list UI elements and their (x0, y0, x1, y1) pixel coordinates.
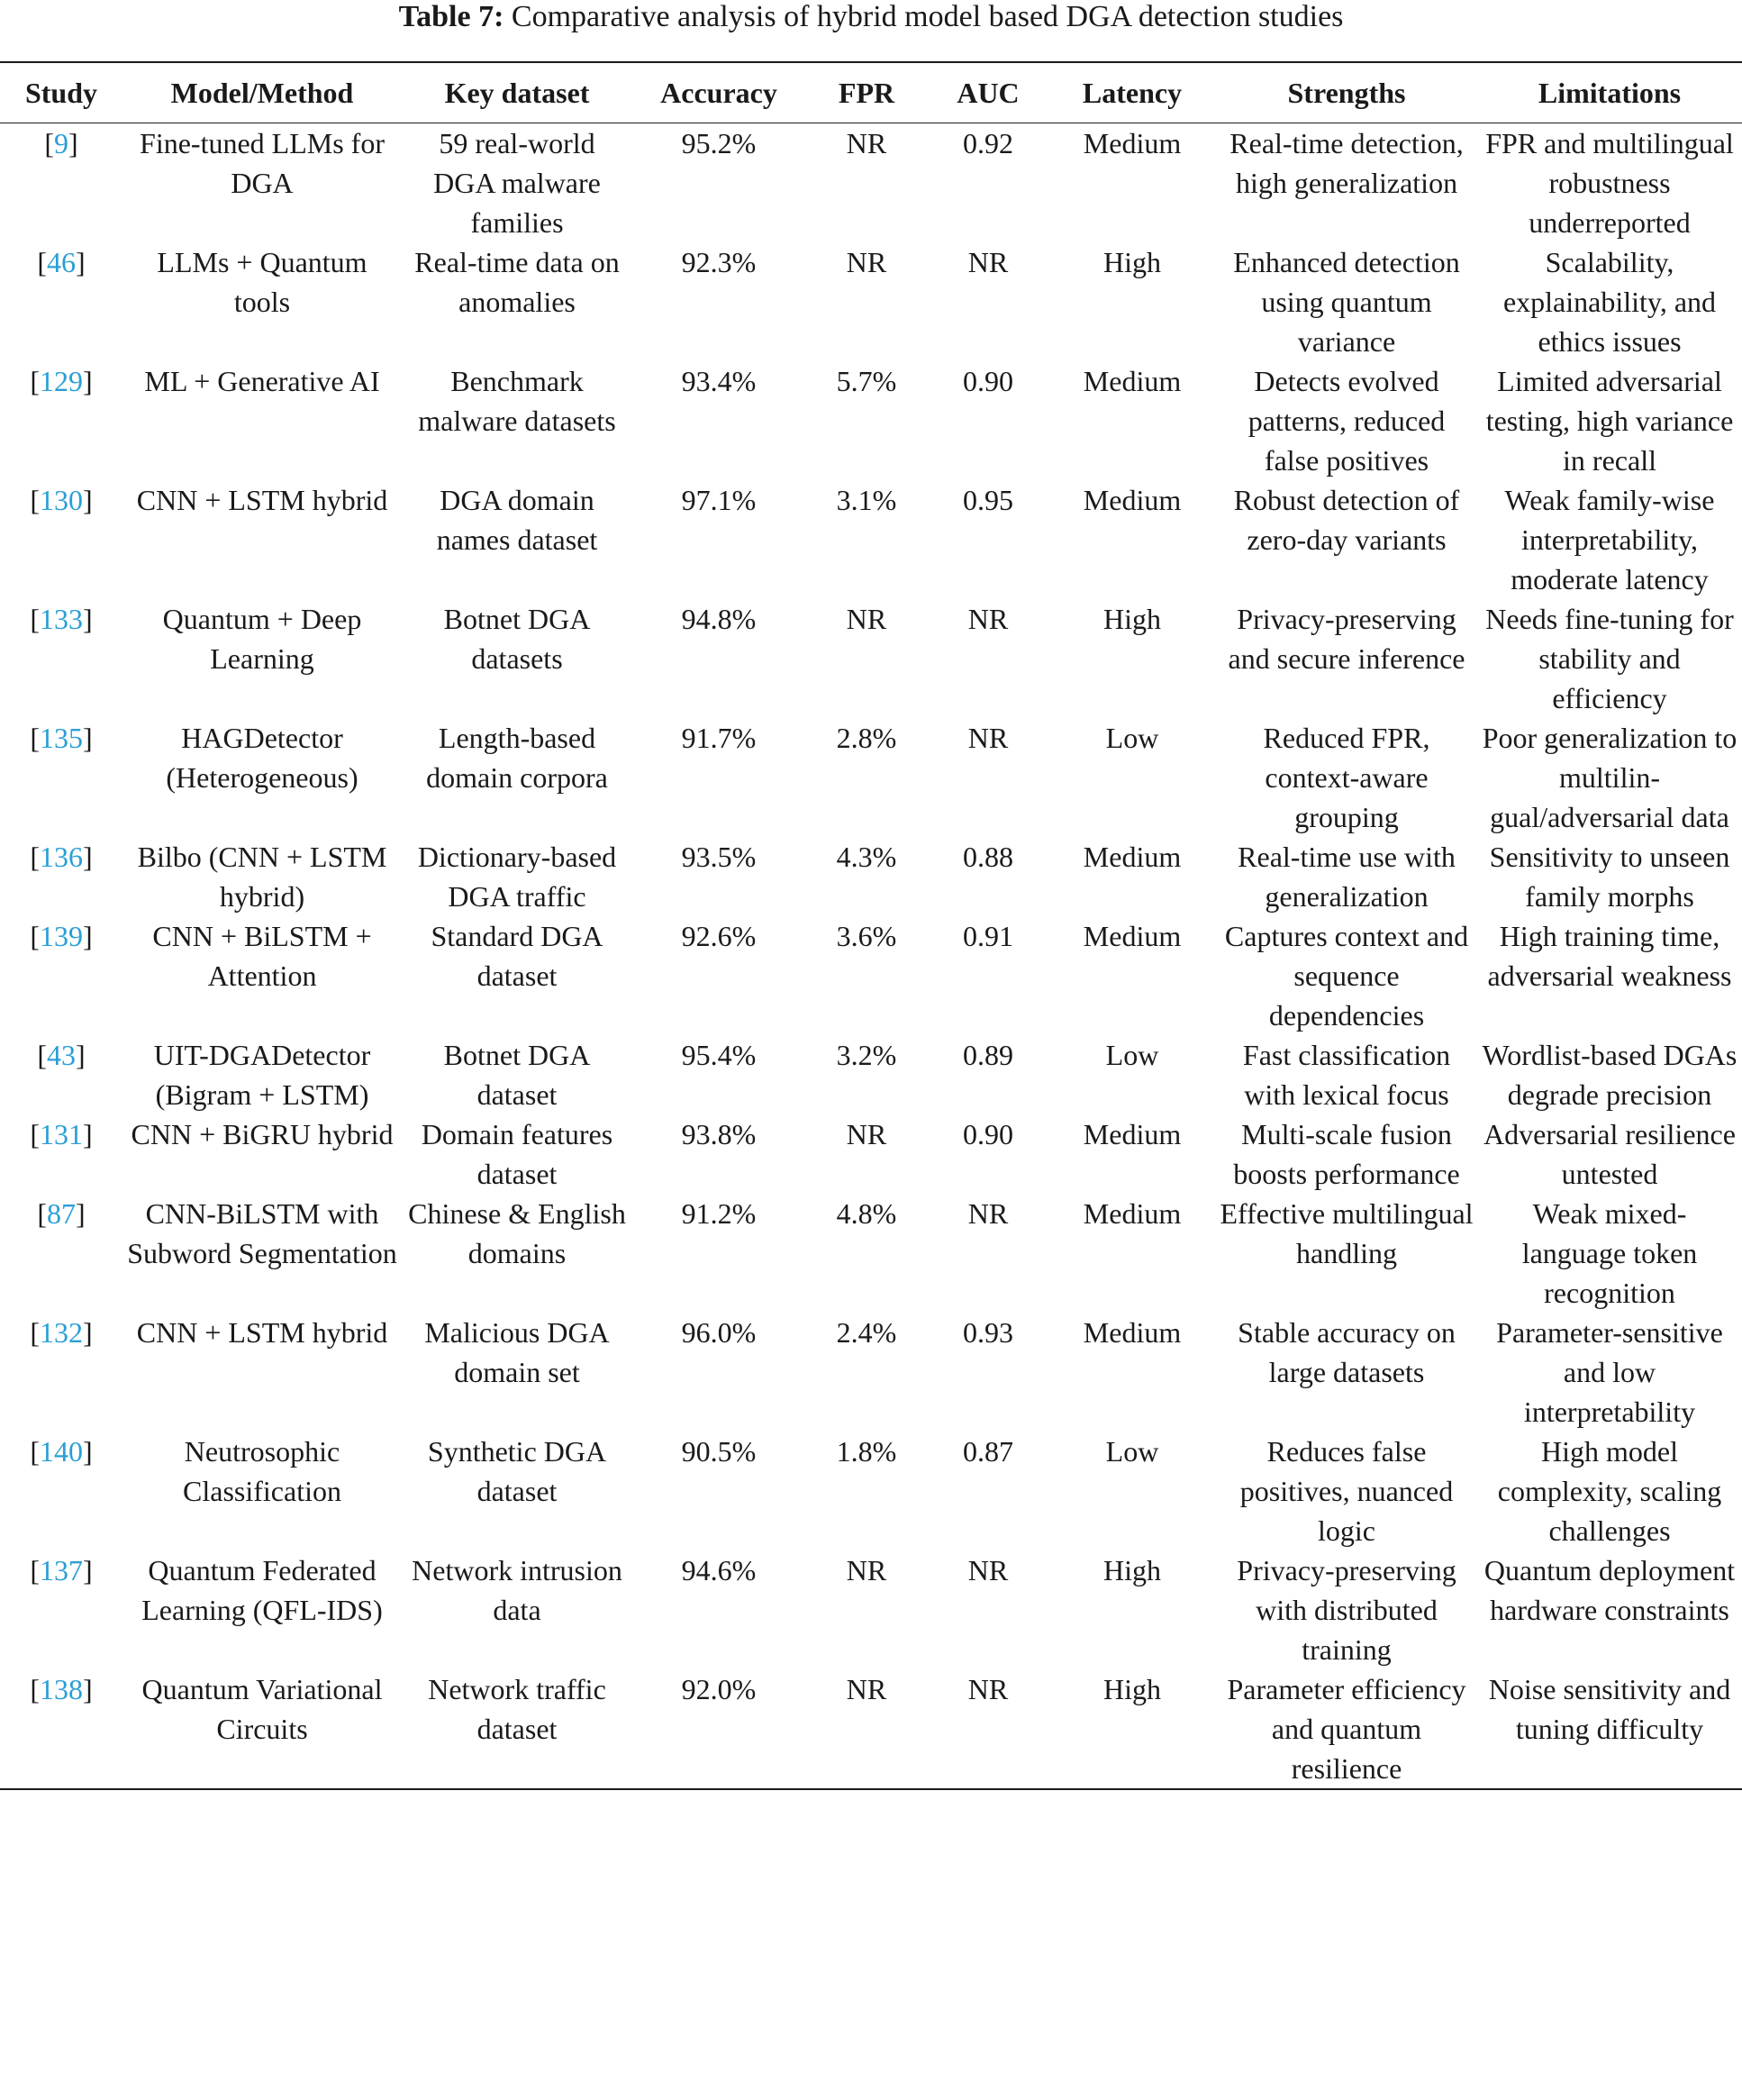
table-row (0, 916, 1742, 1035)
limitations-cell: Noise sensitivity and tuning difficulty (1488, 1673, 1731, 1745)
table-row (0, 837, 1742, 916)
strengths-cell: Detects evolved patterns, reduced false positives (1248, 365, 1446, 477)
latency-cell: High (1103, 246, 1161, 278)
latency-cell: Medium (1083, 920, 1182, 952)
limitations-cell: Poor generalization to multilin-gual/adversarial data (1482, 722, 1737, 833)
model-cell: ML + Generative AI (144, 365, 380, 397)
model-cell: LLMs + Quantum tools (157, 246, 367, 318)
table-row (0, 1114, 1742, 1194)
study-cell: [87] (37, 1197, 86, 1230)
study-cell: [138] (30, 1673, 93, 1705)
dataset-cell: Synthetic DGA dataset (427, 1435, 607, 1507)
table-row (0, 599, 1742, 718)
header-accuracy: Accuracy (632, 62, 805, 123)
study-cell: [132] (30, 1316, 93, 1349)
limitations-cell: Weak mixed-language token recognition (1521, 1197, 1698, 1309)
strengths-cell: Fast classification with lexical focus (1242, 1039, 1451, 1111)
table-body (0, 123, 1742, 1790)
model-cell: UIT-DGADetector (Bigram + LSTM) (153, 1039, 371, 1111)
study-cell: [133] (30, 603, 93, 635)
strengths-cell: Stable accuracy on large datasets (1238, 1316, 1456, 1388)
table-row (0, 1194, 1742, 1313)
latency-cell: Medium (1083, 484, 1182, 516)
header-fpr: FPR (805, 62, 928, 123)
study-cell: [135] (30, 722, 93, 754)
dataset-cell: Benchmark malware datasets (418, 365, 616, 437)
header-limitations: Limitations (1477, 62, 1742, 123)
model-cell: Neutrosophic Classification (183, 1435, 341, 1507)
citation-link[interactable]: 136 (40, 841, 83, 873)
latency-cell: Low (1105, 1039, 1159, 1071)
study-cell: [43] (37, 1039, 86, 1071)
caption-label: Table 7: (398, 0, 504, 33)
latency-cell: Medium (1083, 1316, 1182, 1349)
table-row (0, 718, 1742, 837)
model-cell: CNN + LSTM hybrid (136, 484, 388, 516)
limitations-cell: FPR and multilingual robustness underreported (1485, 127, 1734, 239)
latency-cell: High (1103, 603, 1161, 635)
limitations-cell: Parameter-sensitive and low interpretability (1496, 1316, 1723, 1428)
fpr-cell: 5.7% (836, 365, 897, 397)
citation-link[interactable]: 87 (47, 1197, 76, 1230)
dataset-cell: Domain features dataset (421, 1118, 613, 1190)
auc-cell: 0.89 (963, 1039, 1013, 1071)
auc-cell: 0.90 (963, 365, 1013, 397)
table-row (0, 123, 1742, 243)
study-cell: [137] (30, 1554, 93, 1586)
fpr-cell: 4.8% (836, 1197, 897, 1230)
dataset-cell: 59 real-world DGA malware families (433, 127, 601, 239)
study-cell: [129] (30, 365, 93, 397)
citation-link[interactable]: 130 (40, 484, 83, 516)
header-row (0, 62, 1742, 123)
fpr-cell: 2.8% (836, 722, 897, 754)
auc-cell: NR (967, 722, 1009, 754)
dataset-cell: Botnet DGA datasets (443, 603, 591, 675)
latency-cell: High (1103, 1554, 1161, 1586)
header-dataset: Key dataset (402, 62, 632, 123)
header-auc: AUC (928, 62, 1048, 123)
fpr-cell: NR (846, 1673, 887, 1705)
citation-link[interactable]: 137 (40, 1554, 83, 1586)
model-cell: Quantum Federated Learning (QFL-IDS) (141, 1554, 383, 1626)
accuracy-cell: 92.6% (681, 920, 757, 952)
limitations-cell: Limited adversarial testing, high variance in recall (1485, 365, 1734, 477)
table-row (0, 361, 1742, 480)
fpr-cell: NR (846, 127, 887, 159)
citation-link[interactable]: 140 (40, 1435, 83, 1468)
strengths-cell: Privacy-preserving with distributed training (1237, 1554, 1456, 1666)
strengths-cell: Reduced FPR, context-aware grouping (1263, 722, 1430, 833)
citation-link[interactable]: 131 (40, 1118, 83, 1150)
fpr-cell: 4.3% (836, 841, 897, 873)
study-cell: [139] (30, 920, 93, 952)
strengths-cell: Enhanced detection using quantum variance (1233, 246, 1460, 358)
dataset-cell: Length-based domain corpora (426, 722, 608, 794)
model-cell: CNN-BiLSTM with Subword Segmentation (127, 1197, 397, 1269)
strengths-cell: Robust detection of zero-day variants (1233, 484, 1460, 556)
fpr-cell: NR (846, 246, 887, 278)
accuracy-cell: 94.6% (681, 1554, 757, 1586)
auc-cell: NR (967, 246, 1009, 278)
limitations-cell: Adversarial resilience untested (1483, 1118, 1736, 1190)
strengths-cell: Real-time detection, high generalization (1229, 127, 1464, 199)
dataset-cell: Dictionary-based DGA traffic (417, 841, 617, 913)
model-cell: Quantum + Deep Learning (162, 603, 362, 675)
model-cell: Quantum Variational Circuits (141, 1673, 383, 1745)
limitations-cell: Scalability, explainability, and ethics issues (1502, 246, 1717, 358)
accuracy-cell: 96.0% (681, 1316, 757, 1349)
auc-cell: 0.95 (963, 484, 1013, 516)
dataset-cell: Network intrusion data (412, 1554, 622, 1626)
study-cell: [9] (44, 127, 78, 159)
strengths-cell: Privacy-preserving and secure inference (1228, 603, 1465, 675)
latency-cell: High (1103, 1673, 1161, 1705)
accuracy-cell: 95.2% (681, 127, 757, 159)
latency-cell: Medium (1083, 127, 1182, 159)
accuracy-cell: 93.8% (681, 1118, 757, 1150)
strengths-cell: Effective multilingual handling (1220, 1197, 1474, 1269)
fpr-cell: 2.4% (836, 1316, 897, 1349)
auc-cell: NR (967, 1197, 1009, 1230)
dataset-cell: Botnet DGA dataset (443, 1039, 591, 1111)
accuracy-cell: 92.0% (681, 1673, 757, 1705)
limitations-cell: High model complexity, scaling challenges (1497, 1435, 1722, 1547)
study-cell: [131] (30, 1118, 93, 1150)
auc-cell: 0.91 (963, 920, 1013, 952)
model-cell: CNN + BiLSTM + Attention (152, 920, 372, 992)
limitations-cell: Weak family-wise interpretability, moderate latency (1504, 484, 1715, 595)
strengths-cell: Multi-scale fusion boosts performance (1233, 1118, 1460, 1190)
comparison-table (0, 61, 1742, 1790)
limitations-cell: High training time, adversarial weakness (1487, 920, 1732, 992)
auc-cell: 0.90 (963, 1118, 1013, 1150)
header-study: Study (0, 62, 122, 123)
strengths-cell: Real-time use with generalization (1238, 841, 1456, 913)
fpr-cell: 1.8% (836, 1435, 897, 1468)
caption-text: Comparative analysis of hybrid model based DGA detection studies (511, 0, 1344, 33)
latency-cell: Low (1105, 722, 1159, 754)
accuracy-cell: 91.2% (681, 1197, 757, 1230)
table-caption (0, 0, 1742, 36)
latency-cell: Medium (1083, 365, 1182, 397)
model-cell: Bilbo (CNN + LSTM hybrid) (137, 841, 387, 913)
table-row (0, 1035, 1742, 1114)
accuracy-cell: 92.3% (681, 246, 757, 278)
auc-cell: 0.92 (963, 127, 1013, 159)
accuracy-cell: 97.1% (681, 484, 757, 516)
table-row (0, 1432, 1742, 1550)
citation-link[interactable]: 43 (47, 1039, 76, 1071)
limitations-cell: Needs fine-tuning for stability and efficiency (1485, 603, 1734, 714)
latency-cell: Medium (1083, 1197, 1182, 1230)
strengths-cell: Parameter efficiency and quantum resilience (1227, 1673, 1466, 1785)
citation-link[interactable]: 9 (54, 127, 68, 159)
limitations-cell: Quantum deployment hardware constraints (1483, 1554, 1736, 1626)
accuracy-cell: 91.7% (681, 722, 757, 754)
accuracy-cell: 90.5% (681, 1435, 757, 1468)
header-latency: Latency (1048, 62, 1216, 123)
citation-link[interactable]: 138 (40, 1673, 83, 1705)
header-strengths: Strengths (1216, 62, 1477, 123)
limitations-cell: Wordlist-based DGAs degrade precision (1482, 1039, 1737, 1111)
fpr-cell: 3.2% (836, 1039, 897, 1071)
fpr-cell: 3.1% (836, 484, 897, 516)
table-row (0, 1669, 1742, 1789)
latency-cell: Medium (1083, 1118, 1182, 1150)
citation-link[interactable]: 139 (40, 920, 83, 952)
fpr-cell: 3.6% (836, 920, 897, 952)
citation-link[interactable]: 132 (40, 1316, 83, 1349)
citation-link[interactable]: 133 (40, 603, 83, 635)
citation-link[interactable]: 135 (40, 722, 83, 754)
strengths-cell: Reduces false positives, nuanced logic (1239, 1435, 1454, 1547)
model-cell: CNN + LSTM hybrid (136, 1316, 388, 1349)
table-row (0, 480, 1742, 599)
auc-cell: NR (967, 603, 1009, 635)
citation-link[interactable]: 129 (40, 365, 83, 397)
strengths-cell: Captures context and sequence dependencies (1224, 920, 1469, 1032)
auc-cell: NR (967, 1673, 1009, 1705)
fpr-cell: NR (846, 1118, 887, 1150)
study-cell: [130] (30, 484, 93, 516)
auc-cell: 0.93 (963, 1316, 1013, 1349)
model-cell: HAGDetector (Heterogeneous) (166, 722, 358, 794)
accuracy-cell: 93.4% (681, 365, 757, 397)
limitations-cell: Sensitivity to unseen family morphs (1489, 841, 1730, 913)
model-cell: CNN + BiGRU hybrid (131, 1118, 394, 1150)
latency-cell: Medium (1083, 841, 1182, 873)
dataset-cell: Malicious DGA domain set (424, 1316, 610, 1388)
table-row (0, 242, 1742, 361)
dataset-cell: DGA domain names dataset (436, 484, 598, 556)
latency-cell: Low (1105, 1435, 1159, 1468)
fpr-cell: NR (846, 603, 887, 635)
auc-cell: 0.87 (963, 1435, 1013, 1468)
auc-cell: 0.88 (963, 841, 1013, 873)
accuracy-cell: 94.8% (681, 603, 757, 635)
accuracy-cell: 93.5% (681, 841, 757, 873)
dataset-cell: Network traffic dataset (428, 1673, 606, 1745)
model-cell: Fine-tuned LLMs for DGA (140, 127, 385, 199)
study-cell: [140] (30, 1435, 93, 1468)
table-row (0, 1313, 1742, 1432)
citation-link[interactable]: 46 (47, 246, 76, 278)
study-cell: [46] (37, 246, 86, 278)
dataset-cell: Chinese & English domains (408, 1197, 626, 1269)
table-row (0, 1550, 1742, 1669)
auc-cell: NR (967, 1554, 1009, 1586)
study-cell: [136] (30, 841, 93, 873)
header-model: Model/Method (122, 62, 402, 123)
dataset-cell: Real-time data on anomalies (414, 246, 620, 318)
dataset-cell: Standard DGA dataset (431, 920, 603, 992)
fpr-cell: NR (846, 1554, 887, 1586)
accuracy-cell: 95.4% (681, 1039, 757, 1071)
